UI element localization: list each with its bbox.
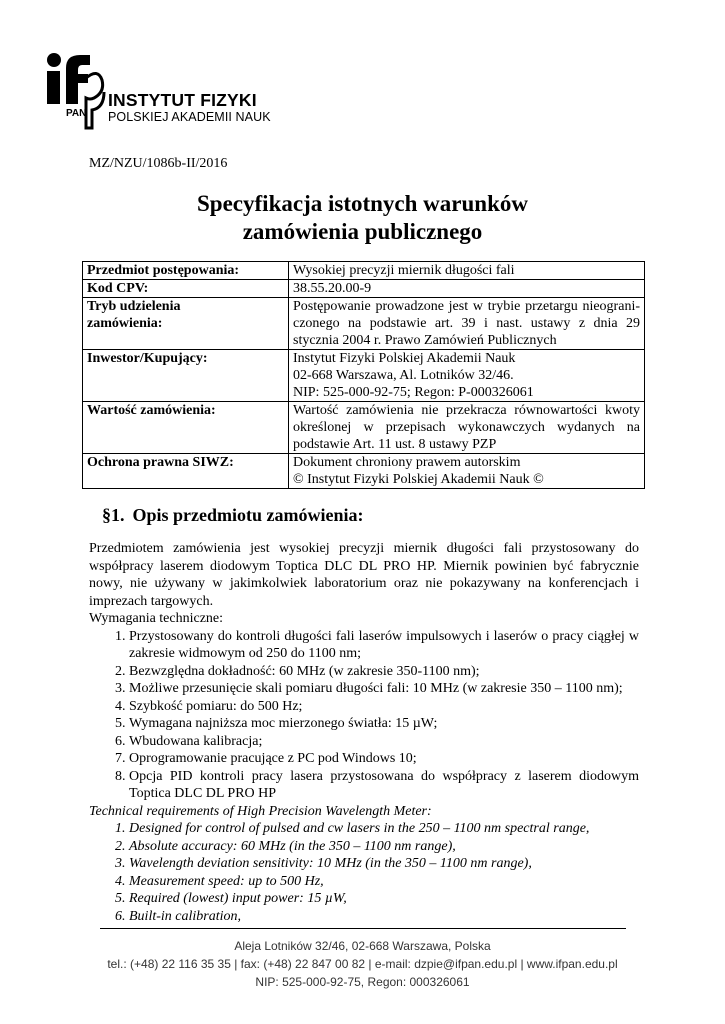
row-key: Kod CPV: [83,280,289,298]
row-key: Przedmiot postępowania: [83,262,289,280]
footer-address: Aleja Lotników 32/46, 02-668 Warszawa, Polska [234,939,491,953]
ifpan-logo-mark [46,50,106,130]
page-footer [0,937,725,991]
footer-divider [100,928,626,929]
row-key: Wartość zamówienia: [83,402,289,454]
list-item: 7. Oprogramowanie pracujące z PC pod Windows 10; [129,750,639,768]
list-item: 5. Required (lowest) input power: 15 µW, [129,890,639,908]
english-requirements-label: Technical requirements of High Precision Wavelength Meter: [89,803,432,819]
table-row [83,454,645,489]
section-title: Opis przedmiotu zamówienia: [132,505,364,525]
row-value [289,402,645,454]
list-item: 5. Wymagana najniższa moc mierzonego światła: 15 µW; [129,715,639,733]
document-title [0,190,725,246]
title-line-2: zamówienia publicznego [242,219,483,244]
row-value-line: Wartość zamówienia nie przekracza równowartości kwoty określonej w przepisach wykonawczych wydanych na podstawie Art. 11 ust. 8 ustawy PZP [293,403,640,452]
english-requirements-list [89,820,639,925]
list-item: 6. Built-in calibration, [129,908,639,926]
row-value-line: 38.55.20.00-9 [293,281,372,296]
logo-academy-name: POLSKIEJ AKADEMII NAUK [108,110,271,124]
list-item: 6. Wbudowana kalibracja; [129,733,639,751]
row-value [289,280,645,298]
row-value-line: Instytut Fizyki Polskiej Akademii Nauk [293,351,516,366]
row-value-line: © Instytut Fizyki Polskiej Akademii Nauk © [293,472,544,487]
row-value [289,298,645,350]
row-key: Ochrona prawna SIWZ: [83,454,289,489]
table-row [83,402,645,454]
section-body [89,540,639,925]
row-value-line: NIP: 525-000-92-75; Regon: P-000326061 [293,385,534,400]
title-line-1: Specyfikacja istotnych warunków [197,191,528,216]
list-item: 8. Opcja PID kontroli pracy lasera przystosowana do współpracy z laserem diodowym Toptica DLC DL PRO HP [129,768,639,803]
list-item: 3. Wavelength deviation sensitivity: 10 MHz (in the 350 – 1100 nm range), [129,855,639,873]
row-value [289,454,645,489]
footer-tax-ids: NIP: 525-000-92-75, Regon: 000326061 [255,975,470,989]
table-row [83,280,645,298]
row-value-line: Wysokiej precyzji miernik długości fali [293,263,515,278]
row-value [289,350,645,402]
row-value-line: Postępowanie prowadzone jest w trybie przetargu nieograni-czonego na podstawie art. 39 i nast. ustawy z dnia 29 stycznia 2004 r. Prawo Zamówień Publicznych [293,299,640,348]
list-item: 4. Measurement speed: up to 500 Hz, [129,873,639,891]
section-heading [102,505,364,526]
svg-text:PAN: PAN [66,108,87,119]
footer-contacts: tel.: (+48) 22 116 35 35 | fax: (+48) 22 847 00 82 | e-mail: dzpie@ifpan.edu.pl | www.ifpan.edu.pl [107,957,618,971]
intro-paragraph: Przedmiotem zamówienia jest wysokiej precyzji miernik długości fali przystosowany do współpracy laserem diodowym Toptica DLC DL PRO HP. Miernik powinien być fabrycznie nowy, nie używany w jakimkolwiek laboratorium oraz nie pokazywany na konferencjach i imprezach targowych. [89,541,639,609]
table-row [83,350,645,402]
institute-logo [46,50,271,130]
list-item: 3. Możliwe przesunięcie skali pomiaru długości fali: 10 MHz (w zakresie 350 – 1100 nm); [129,680,639,698]
row-key: Tryb udzielenia zamówienia: [83,298,289,350]
document-reference: MZ/NZU/1086b-II/2016 [89,156,228,171]
list-item: 4. Szybkość pomiaru: do 500 Hz; [129,698,639,716]
row-value-line: 02-668 Warszawa, Al. Lotników 32/46. [293,368,514,383]
list-item: 2. Bezwzględna dokładność: 60 MHz (w zakresie 350-1100 nm); [129,663,639,681]
table-row [83,262,645,280]
table-row [83,298,645,350]
requirements-list [89,628,639,803]
row-value [289,262,645,280]
section-number: §1. [102,505,125,525]
requirements-label: Wymagania techniczne: [89,611,224,626]
row-key: Inwestor/Kupujący: [83,350,289,402]
list-item: 1. Designed for control of pulsed and cw lasers in the 250 – 1100 nm spectral range, [129,820,639,838]
specification-table [82,261,645,489]
row-value-line: Dokument chroniony prawem autorskim [293,455,521,470]
logo-institute-name: INSTYTUT FIZYKI [108,90,257,110]
list-item: 2. Absolute accuracy: 60 MHz (in the 350 – 1100 nm range), [129,838,639,856]
list-item: 1. Przystosowany do kontroli długości fali laserów impulsowych i laserów o pracy ciągłej w zakresie widmowym od 250 do 1100 nm; [129,628,639,663]
